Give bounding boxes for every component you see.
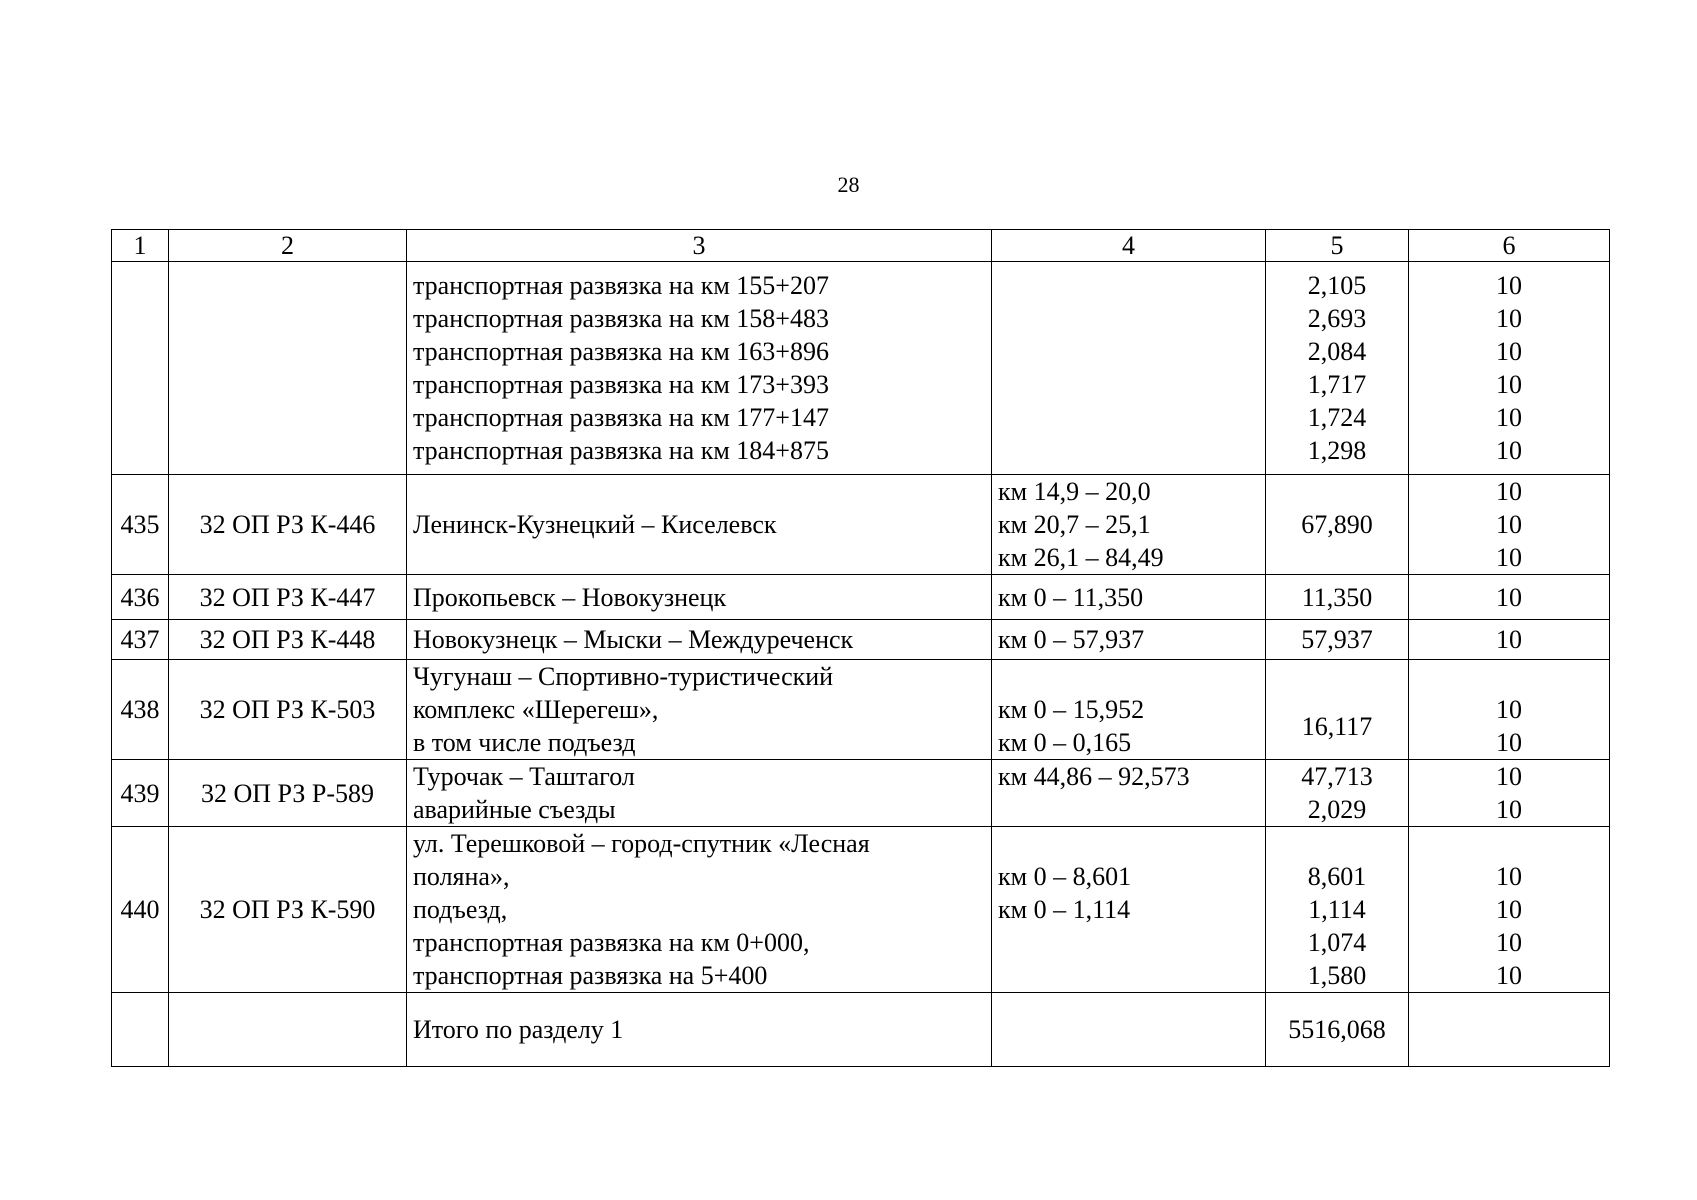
row-number-cell: 437	[112, 620, 169, 660]
road-name-cell	[407, 827, 992, 993]
category-value: 10	[1496, 403, 1522, 432]
table-row	[112, 827, 1610, 993]
length-cell	[1266, 660, 1409, 760]
road-name-cell	[407, 660, 992, 760]
total-length-value: 5516,068	[1288, 1015, 1386, 1044]
category-value: 10	[1496, 961, 1522, 990]
length-value: 1,298	[1307, 436, 1367, 465]
km-range-line: км 0 – 57,937	[998, 625, 1145, 654]
km-range-cell	[992, 620, 1266, 660]
page-number: 28	[837, 172, 860, 197]
table-row	[112, 660, 1610, 760]
header-cell: 1	[112, 230, 169, 262]
length-value: 2,105	[1307, 271, 1367, 300]
km-range-line: км 14,9 – 20,0	[998, 477, 1151, 506]
row-number-cell: 438	[112, 660, 169, 760]
total-label-cell	[407, 993, 992, 1067]
road-name-line: аварийные съезды	[413, 795, 616, 824]
row-number-cell: 440	[112, 827, 169, 993]
length-cell	[1266, 760, 1409, 827]
category-cell	[1409, 993, 1610, 1067]
road-name-line: Чугунаш – Спортивно-туристический	[413, 662, 834, 691]
length-cell	[1266, 475, 1409, 575]
road-code-cell: 32 ОП РЗ К-590	[169, 827, 407, 993]
road-name-line: транспортная развязка на 5+400	[413, 961, 768, 990]
km-range-line: км 0 – 1,114	[998, 895, 1131, 924]
road-name-line: транспортная развязка на км 163+896	[413, 337, 829, 366]
header-cell: 2	[169, 230, 407, 262]
road-name-line: транспортная развязка на км 158+483	[413, 304, 829, 333]
category-value: 10	[1496, 695, 1522, 724]
km-range-line: км 0 – 11,350	[998, 582, 1144, 612]
road-name-line: транспортная развязка на км 177+147	[413, 403, 829, 432]
total-label: Итого по разделу 1	[413, 1015, 624, 1044]
category-value: 10	[1496, 625, 1522, 654]
row-number-cell: 435	[112, 475, 169, 575]
road-name-line: транспортная развязка на км 155+207	[413, 271, 829, 300]
km-range-line: км 0 – 8,601	[998, 862, 1132, 891]
row-number-cell: 436	[112, 575, 169, 620]
km-range-line: км 0 – 15,952	[998, 695, 1145, 724]
road-name-line: ул. Терешковой – город-спутник «Лесная	[413, 829, 870, 858]
category-value: 10	[1496, 337, 1522, 366]
length-value: 11,350	[1301, 582, 1373, 612]
road-name-line: поляна»,	[413, 862, 510, 891]
category-cell	[1409, 827, 1610, 993]
km-range-cell	[992, 575, 1266, 620]
road-code-cell: 32 ОП РЗ К-448	[169, 620, 407, 660]
road-name-line: Прокопьевск – Новокузнецк	[413, 582, 727, 612]
length-value: 2,029	[1307, 795, 1367, 824]
road-name-line: подъезд,	[413, 895, 508, 924]
road-name-cell	[407, 575, 992, 620]
length-value: 2,084	[1307, 337, 1367, 366]
length-value: 1,580	[1307, 961, 1367, 990]
road-code-cell: 32 ОП РЗ Р-589	[169, 760, 407, 827]
road-name-line: транспортная развязка на км 184+875	[413, 436, 829, 465]
length-value: 47,713	[1301, 762, 1373, 791]
km-range-cell	[992, 475, 1266, 575]
length-cell	[1266, 575, 1409, 620]
category-cell	[1409, 660, 1610, 760]
table-header-row	[112, 230, 1610, 262]
category-cell	[1409, 620, 1610, 660]
header-cell: 3	[407, 230, 992, 262]
header-cell: 6	[1409, 230, 1610, 262]
road-code-cell	[169, 262, 407, 475]
table-row	[112, 475, 1610, 575]
header-cell: 5	[1266, 230, 1409, 262]
category-cell	[1409, 262, 1610, 475]
category-value: 10	[1496, 862, 1522, 891]
road-name-line: Ленинск-Кузнецкий – Киселевск	[413, 510, 777, 539]
table-row	[112, 620, 1610, 660]
km-range-cell	[992, 827, 1266, 993]
category-value: 10	[1496, 895, 1522, 924]
category-value: 10	[1496, 304, 1522, 333]
road-name-line: в том числе подъезд	[413, 728, 636, 757]
table-row	[112, 262, 1610, 475]
km-range-line: км 0 – 0,165	[998, 728, 1132, 757]
category-cell	[1409, 475, 1610, 575]
table-row	[112, 760, 1610, 827]
roads-table	[111, 229, 1610, 1067]
length-value: 1,114	[1308, 895, 1366, 924]
category-value: 10	[1496, 271, 1522, 300]
road-code-cell	[169, 993, 407, 1067]
category-value: 10	[1496, 370, 1522, 399]
row-number-cell	[112, 993, 169, 1067]
road-code-cell: 32 ОП РЗ К-447	[169, 575, 407, 620]
length-cell	[1266, 620, 1409, 660]
km-range-cell	[992, 760, 1266, 827]
length-value: 57,937	[1301, 625, 1373, 654]
road-code-cell: 32 ОП РЗ К-446	[169, 475, 407, 575]
road-name-line: комплекс «Шерегеш»,	[413, 695, 659, 724]
total-length-cell	[1266, 993, 1409, 1067]
row-number-cell	[112, 262, 169, 475]
length-value: 67,890	[1301, 510, 1373, 539]
category-value: 10	[1496, 510, 1522, 539]
category-value: 10	[1496, 477, 1522, 506]
km-range-cell	[992, 660, 1266, 760]
length-value: 1,717	[1307, 370, 1367, 399]
category-value: 10	[1496, 728, 1522, 757]
length-value: 1,074	[1307, 928, 1367, 957]
road-name-line: Турочак – Таштагол	[413, 762, 635, 791]
length-value: 1,724	[1307, 403, 1367, 432]
category-cell	[1409, 760, 1610, 827]
length-cell	[1266, 262, 1409, 475]
category-value: 10	[1496, 795, 1522, 824]
row-number-cell: 439	[112, 760, 169, 827]
km-range-line: км 44,86 – 92,573	[998, 762, 1190, 791]
length-value: 16,117	[1301, 712, 1373, 741]
category-value: 10	[1496, 582, 1522, 612]
km-range-cell	[992, 262, 1266, 475]
road-name-line: транспортная развязка на км 0+000,	[413, 928, 810, 957]
category-value: 10	[1496, 762, 1522, 791]
km-range-cell	[992, 993, 1266, 1067]
table-row	[112, 575, 1610, 620]
km-range-line: км 20,7 – 25,1	[998, 510, 1151, 539]
road-name-cell	[407, 475, 992, 575]
km-range-line: км 26,1 – 84,49	[998, 543, 1164, 572]
road-name-cell	[407, 262, 992, 475]
category-value: 10	[1496, 543, 1522, 572]
header-cell: 4	[992, 230, 1266, 262]
road-code-cell: 32 ОП РЗ К-503	[169, 660, 407, 760]
road-name-cell	[407, 760, 992, 827]
category-value: 10	[1496, 436, 1522, 465]
road-name-line: транспортная развязка на км 173+393	[413, 370, 829, 399]
total-row	[112, 993, 1610, 1067]
road-name-line: Новокузнецк – Мыски – Междуреченск	[413, 625, 854, 654]
category-value: 10	[1496, 928, 1522, 957]
length-value: 2,693	[1307, 304, 1367, 333]
length-value: 8,601	[1307, 862, 1367, 891]
category-cell	[1409, 575, 1610, 620]
road-name-cell	[407, 620, 992, 660]
length-cell	[1266, 827, 1409, 993]
